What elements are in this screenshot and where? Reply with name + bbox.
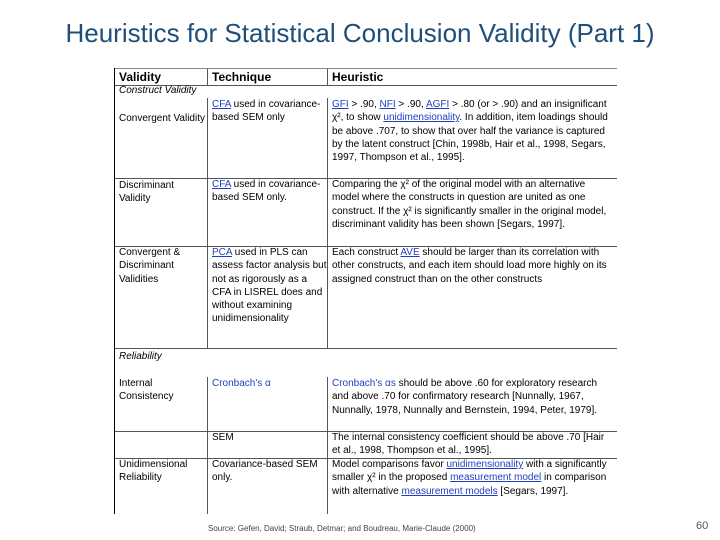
table-row [115, 178, 617, 247]
cell-heuristic [327, 246, 617, 348]
cell-validity [115, 431, 207, 458]
technique-text: used in covariance-based SEM only. [212, 179, 321, 204]
heuristic-text: with a significantly smaller χ² in the proposed [332, 459, 607, 484]
heuristic-text: Each construct [332, 247, 401, 258]
heuristic-text: Model comparisons favor [332, 459, 447, 470]
heuristics-table [114, 68, 617, 514]
heuristic-text: in comparison with alternative [332, 472, 607, 497]
heuristic-text: > .90, [348, 99, 380, 110]
technique-text: used in covariance-based SEM only [212, 99, 321, 124]
cell-technique [207, 246, 327, 348]
heuristic-text: > .80 (or > .90) and an insignificant χ², to show [332, 99, 607, 124]
heuristic-text: Comparing the χ² of the original model with an alternative model where the constructs in question are united as one construct. If the χ² is significantly smaller in the original model, discriminant validity has been shown [Segars, 1997]. [332, 179, 607, 230]
table-row [115, 431, 617, 459]
cell-technique [207, 178, 327, 246]
source-citation: Source: Gefen, David; Straub, Detmar; and Boudreau, Marie-Claude (2000) [208, 524, 476, 533]
table-row [115, 98, 617, 179]
heuristic-link[interactable]: GFI [332, 99, 349, 110]
heuristic-text: > .90, [395, 99, 426, 110]
heuristic-link[interactable]: measurement models [401, 485, 498, 497]
heuristic-link[interactable]: unidimensionality [383, 112, 460, 124]
header-heuristic: Heuristic [327, 69, 617, 85]
technique-link[interactable]: CFA [212, 179, 231, 190]
heuristic-text: should be larger than its correlation with other constructs, and each item should load more highly on its assigned construct than on the other constructs [332, 247, 607, 285]
heuristic-link[interactable]: AVE [400, 247, 420, 258]
page-number: 60 [696, 520, 709, 532]
technique-link[interactable]: PCA [212, 247, 233, 258]
cell-validity: Discriminant Validity [119, 180, 175, 205]
cell-validity: Unidimensional Reliability [119, 459, 188, 484]
cell-validity: Internal Consistency [119, 378, 174, 403]
technique-link[interactable]: CFA [212, 99, 231, 110]
heuristic-link[interactable]: AGFI [425, 99, 450, 110]
table-row [115, 246, 617, 349]
cell-technique [207, 431, 327, 458]
cell-heuristic [327, 458, 617, 514]
cell-heuristic [327, 98, 617, 178]
heuristic-link[interactable]: unidimensionality [446, 459, 524, 470]
table-row [115, 377, 617, 432]
technique-text: SEM [212, 432, 234, 443]
technique-text: Covariance-based SEM only. [212, 459, 318, 484]
heuristic-text: The internal consistency coefficient should be above .70 [Hair et al., 1998, Thompson et al., 1995]. [332, 432, 605, 457]
heuristic-link[interactable]: Cronbach's αs [332, 378, 396, 389]
cell-heuristic [327, 377, 617, 431]
cell-technique [207, 98, 327, 178]
cell-heuristic [327, 178, 617, 246]
heuristic-text: . In addition, item loadings should be above .707, to show that over half the variance is captured by the latent construct [Chin, 1998b, Hair et al., 1998, Segars, 1997, Thompson et al., 1995]. [332, 112, 608, 164]
cell-validity: Convergent & Discriminant Validities [119, 247, 181, 285]
heuristic-link[interactable]: measurement model [450, 472, 542, 484]
table-row [115, 458, 617, 514]
header-validity: Validity [119, 70, 162, 84]
technique-text: used in PLS can assess factor analysis but not as rigorously as a CFA in LISREL does and without examining unidimensionality [212, 247, 327, 325]
cell-validity: Convergent Validity [119, 113, 205, 124]
heuristic-text: should be above .60 for exploratory research and above .70 for confirmatory research [Nunnally, 1967, Nunnally, 1978, Nunnally and Bernstein, 1994, Peter, 1979]. [332, 378, 598, 416]
cell-heuristic [327, 431, 617, 458]
section-reliability: Reliability [119, 351, 162, 362]
cell-technique [207, 458, 327, 514]
slide-title: Heuristics for Statistical Conclusion Validity (Part 1) [65, 18, 655, 48]
section-construct-validity: Construct Validity [119, 85, 197, 96]
technique-link[interactable]: Cronbach's α [212, 378, 271, 389]
header-technique: Technique [207, 69, 327, 85]
cell-technique [207, 377, 327, 431]
heuristic-text: [Segars, 1997]. [497, 485, 569, 497]
heuristic-link[interactable]: NFI [379, 99, 396, 110]
